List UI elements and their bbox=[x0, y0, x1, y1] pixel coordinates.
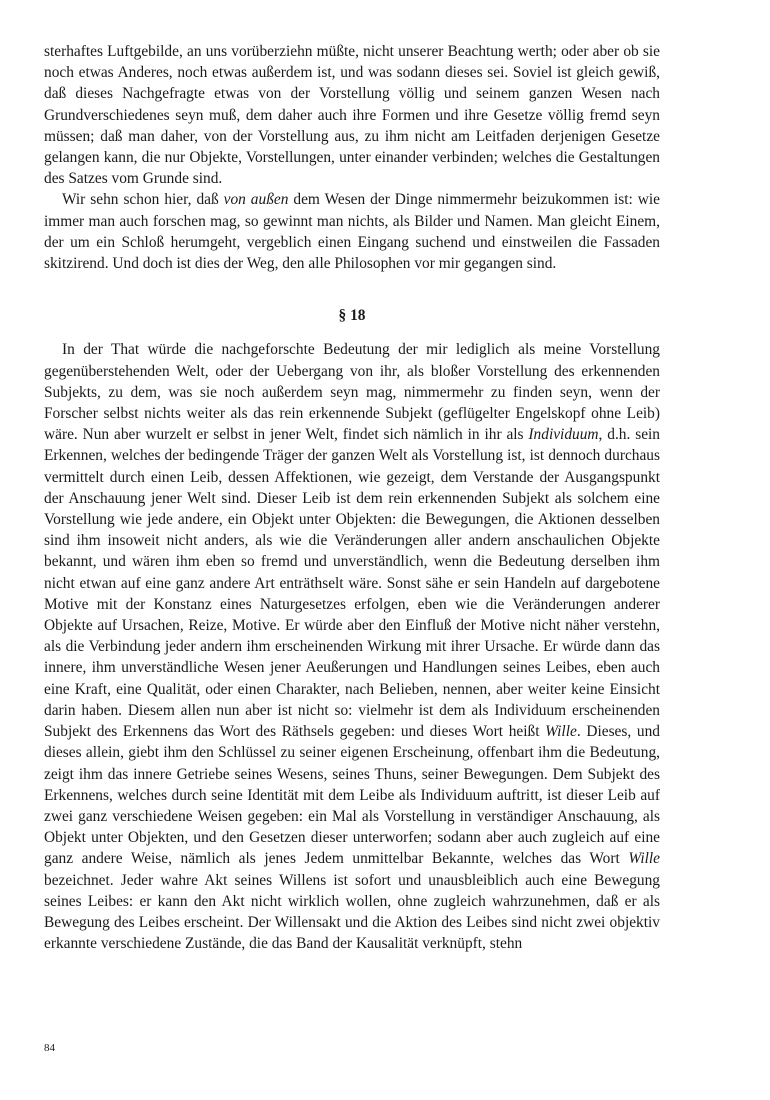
text-run: bezeichnet. Jeder wahre Akt seines Willens ist sofort und unausbleiblich auch eine Bewegung seines Leibes: er kann den Akt nicht wirklich wollen, ohne zugleich wahrzunehmen, daß er als Bewegung des Leibes erscheint. Der Willensakt und die Aktion des Leibes sind nicht zwei objektiv erkannte verschiedene Zustände, die das Band der Kausalität verknüpft, stehn bbox=[44, 871, 660, 953]
paragraph bbox=[44, 41, 660, 189]
emphasis-text: Wille bbox=[628, 850, 660, 868]
text-run: sterhaftes Luftgebilde, an uns vorüberziehn müßte, nicht unserer Beachtung werth; oder aber ob sie noch etwas Anderes, noch etwas außerdem ist, und was sodann dieses sei. Soviel ist gleich gewiß, daß dieses Nachgefragte etwas von der Vorstellung völlig und seinem ganzen Wesen nach Grundverschiedenes seyn muß, dem daher auch ihre Formen und ihre Gesetze völlig fremd seyn müssen; daß man daher, von der Vorstellung aus, zu ihm nicht am Leitfaden derjenigen Gesetze gelangen kann, die nur Objekte, Vorstellungen, unter einander verbinden; welches die Gestaltungen des Satzes vom Grunde sind. bbox=[44, 43, 660, 188]
emphasis-text: Individuum bbox=[528, 426, 599, 444]
book-page bbox=[44, 41, 660, 954]
text-after-section bbox=[44, 339, 660, 954]
page-number: 84 bbox=[44, 1042, 55, 1054]
paragraph bbox=[44, 339, 660, 954]
paragraph bbox=[44, 189, 660, 274]
emphasis-text: Wille bbox=[545, 723, 577, 741]
emphasis-text: von außen bbox=[223, 191, 289, 209]
text-run: . Dieses, und dieses allein, giebt ihm den Schlüssel zu seiner eigenen Erscheinung, offenbart ihm die Bedeutung, zeigt ihm das innere Getriebe seines Wesens, seines Thuns, seiner Bewegungen. Dem Subjekt des Erkennens, welches durch seine Identität mit dem Leibe als Individuum auftritt, ist dieser Leib auf zwei ganz verschiedene Weisen gegeben: ein Mal als Vorstellung in verständiger Anschauung, als Objekt unter Objekten, und den Gesetzen dieser unterworfen; sodann aber auch zugleich auf eine ganz andere Weise, nämlich als jenes Jedem unmittelbar Bekannte, welches das Wort bbox=[44, 723, 660, 868]
text-run: , d.h. sein Erkennen, welches der bedingende Träger der ganzen Welt als Vorstellung ist, ist dennoch durchaus vermittelt durch einen Leib, dessen Affektionen, wie gezeigt, dem Verstande der Ausgangspunkt der Anschauung jener Welt sind. Dieser Leib ist dem rein erkennenden Subjekt als solchem eine Vorstellung wie jede andere, ein Objekt unter Objekten: die Bewegungen, die Aktionen desselben sind ihm insoweit nicht anders, als wie die Veränderungen aller andern anschaulichen Objekte bekannt, und wären ihm eben so fremd und unverständlich, wenn die Bedeutung derselben ihm nicht etwan auf eine ganz andere Art enträthselt wäre. Sonst sähe er sein Handeln auf dargebotene Motive mit der Konstanz eines Naturgesetzes erfolgen, eben wie die Veränderungen anderer Objekte auf Ursachen, Reize, Motive. Er würde aber den Einfluß der Motive nicht näher verstehn, als die Verbindung jeder andern ihm erscheinenden Wirkung mit ihrer Ursache. Er würde dann das innere, ihm unverständliche Wesen jener Aeußerungen und Handlungen seines Leibes, eben auch eine Kraft, eine Qualität, oder einen Charakter, nach Belieben, nennen, aber weiter keine Einsicht darin haben. Diesem allen nun aber ist nicht so: vielmehr ist dem als Individuum erscheinenden Subjekt des Erkennens das Wort des Räthsels gegeben: und dieses Wort heißt bbox=[44, 426, 661, 741]
text-before-section bbox=[44, 41, 660, 274]
text-run: Wir sehn schon hier, daß bbox=[62, 191, 224, 209]
text-run: In der That würde die nachgeforschte Bedeutung der mir lediglich als meine Vorstellung gegenüberstehenden Welt, oder der Uebergang von ihr, als bloßer Vorstellung des erkennenden Subjekts, zu dem, was sie noch außerdem seyn mag, nimmermehr zu finden seyn, wenn der Forscher selbst nichts weiter als das rein erkennende Subjekt (geflügelter Engelskopf ohne Leib) wäre. Nun aber wurzelt er selbst in jener Welt, findet sich nämlich in ihr als bbox=[44, 341, 660, 444]
section-heading: § 18 bbox=[338, 307, 366, 325]
text-run: dem Wesen der Dinge nimmermehr beizukommen ist: wie immer man auch forschen mag, so gewinnt man nichts, als Bilder und Namen. Man gleicht Einem, der um ein Schloß herumgeht, vergeblich einen Eingang suchend und einstweilen die Fassaden skitzirend. Und doch ist dies der Weg, den alle Philosophen vor mir gegangen sind. bbox=[44, 191, 660, 273]
